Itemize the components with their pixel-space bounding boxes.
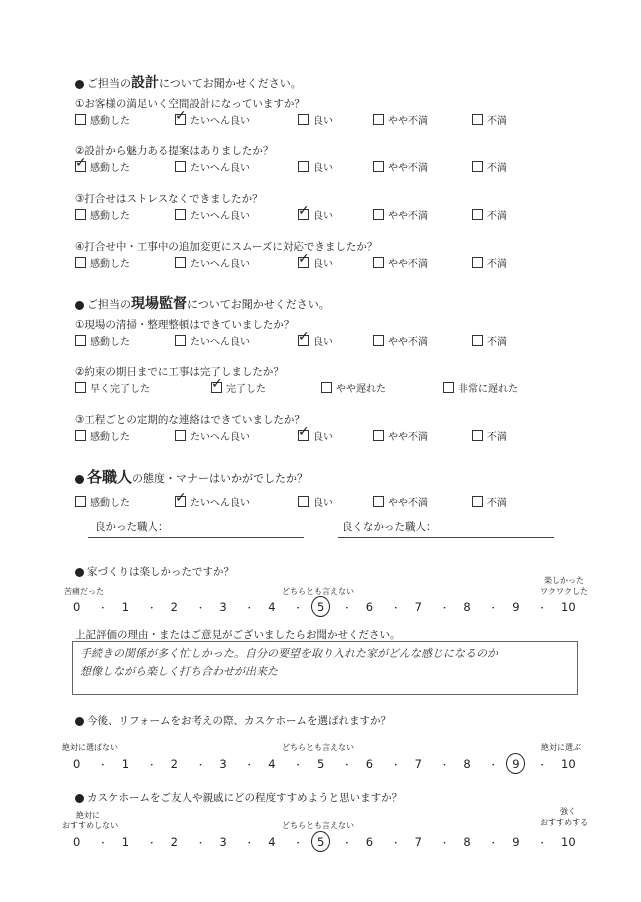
s3-value-7[interactable]: 7 <box>414 835 422 849</box>
separator-dot: ・ <box>98 839 108 849</box>
checkbox[interactable] <box>175 161 186 172</box>
separator-dot: ・ <box>391 761 401 771</box>
s3-value-4[interactable]: 4 <box>268 835 276 849</box>
option-label: やや不満 <box>388 211 428 222</box>
option-label: 良い <box>313 337 333 348</box>
separator-dot: ・ <box>440 839 450 849</box>
option-label: 非常に遅れた <box>458 384 518 395</box>
q3-option-0[interactable] <box>75 207 130 222</box>
option-label: たいへん良い <box>190 259 250 270</box>
s3-value-9[interactable]: 9 <box>512 835 520 849</box>
option-label: たいへん良い <box>190 211 250 222</box>
q3-option-3[interactable] <box>373 207 428 222</box>
s3-value-6[interactable]: 6 <box>365 835 374 849</box>
separator-dot: ・ <box>293 761 303 771</box>
s1-value-2[interactable]: 2 <box>170 600 178 614</box>
bullet-icon <box>75 568 84 577</box>
s1-value-9[interactable]: 9 <box>512 600 520 614</box>
s1-value-10[interactable]: 10 <box>561 600 576 614</box>
checkbox[interactable] <box>373 161 384 172</box>
s1-value-1[interactable]: 1 <box>121 600 130 614</box>
check-icon: ✓ <box>298 329 310 345</box>
scale1-left-label: 苦痛だった <box>64 587 104 596</box>
q7-option-3[interactable] <box>373 428 428 443</box>
s2-value-10[interactable]: 10 <box>561 757 576 771</box>
separator-dot: ・ <box>342 761 352 771</box>
section-craft-heading: 各職人の態度・マナーはいかがでしたか？ <box>75 466 308 487</box>
q5-option-0[interactable] <box>75 333 130 348</box>
separator-dot: ・ <box>244 604 254 614</box>
checkbox[interactable] <box>373 430 384 441</box>
separator-dot: ・ <box>440 761 450 771</box>
s2-value-7[interactable]: 7 <box>414 757 422 771</box>
craft-option-1[interactable] <box>175 490 250 509</box>
option-label: 良い <box>313 432 333 443</box>
q7-option-4[interactable] <box>472 428 507 443</box>
option-label: 感動した <box>90 259 130 270</box>
option-label: たいへん良い <box>190 432 250 443</box>
scale2-left-label: 絶対に選ばない <box>62 743 118 752</box>
option-label: 不満 <box>487 498 507 509</box>
option-label: 感動した <box>90 116 130 127</box>
separator-dot: ・ <box>293 839 303 849</box>
q5-option-3[interactable] <box>373 333 428 348</box>
option-label: 良い <box>313 259 333 270</box>
check-icon: ✓ <box>175 108 187 124</box>
q4-option-4[interactable] <box>472 255 507 270</box>
q6-option-2[interactable] <box>321 380 386 395</box>
section-site-heading: ご担当の現場監督についてお聞かせください。 <box>75 293 330 313</box>
s1-value-0[interactable]: 0 <box>73 600 81 614</box>
scale3-question: カスケホームをご友人や親戚にどの程度すすめようと思いますか？ <box>75 790 402 805</box>
option-label: 早く完了した <box>90 384 150 395</box>
check-icon: ✓ <box>298 424 310 440</box>
s1-selected-circle <box>311 596 330 617</box>
checkbox[interactable] <box>373 496 384 507</box>
q6-option-1[interactable] <box>211 376 266 395</box>
s2-value-8[interactable]: 8 <box>463 757 471 771</box>
q1-option-1[interactable] <box>175 108 250 127</box>
checkbox[interactable] <box>75 382 86 393</box>
q6-option-0[interactable] <box>75 380 150 395</box>
q3-option-4[interactable] <box>472 207 507 222</box>
option-label: たいへん良い <box>190 163 250 174</box>
checkbox[interactable] <box>443 382 454 393</box>
option-label: やや不満 <box>388 498 428 509</box>
craft-option-2[interactable] <box>298 494 333 509</box>
s3-value-10[interactable]: 10 <box>561 835 576 849</box>
option-label: 良い <box>313 211 333 222</box>
craft-option-3[interactable] <box>373 494 428 509</box>
separator-dot: ・ <box>440 604 450 614</box>
option-label: やや遅れた <box>336 384 386 395</box>
s3-value-3[interactable]: 3 <box>219 835 227 849</box>
checkbox[interactable] <box>298 424 310 441</box>
bullet-icon <box>75 80 84 89</box>
s2-value-5[interactable]: 5 <box>317 757 325 771</box>
option-label: 不満 <box>487 432 507 443</box>
checkbox[interactable] <box>75 114 86 125</box>
s3-value-2[interactable]: 2 <box>170 835 178 849</box>
option-label: 感動した <box>90 498 130 509</box>
option-label: 不満 <box>487 259 507 270</box>
check-icon: ✓ <box>175 490 187 506</box>
question-4: ④打合せ中・工事中の追加変更にスムーズに対応できましたか？ <box>75 241 378 253</box>
option-label: やや不満 <box>388 163 428 174</box>
q5-option-4[interactable] <box>472 333 507 348</box>
q1-option-0[interactable] <box>75 112 130 127</box>
q7-option-0[interactable] <box>75 428 130 443</box>
bad-craftsman-label: 良くなかった職人： <box>342 521 437 533</box>
checkbox[interactable] <box>75 209 86 220</box>
separator-dot: ・ <box>196 761 206 771</box>
craft-option-4[interactable] <box>472 494 507 509</box>
scale3-left-label-2: おすすめしない <box>62 821 119 830</box>
option-label: やや不満 <box>388 337 428 348</box>
separator-dot: ・ <box>147 604 157 614</box>
q4-option-2[interactable] <box>298 251 333 270</box>
separator-dot: ・ <box>488 761 498 771</box>
q5-option-2[interactable] <box>298 329 333 348</box>
checkbox[interactable] <box>373 257 384 268</box>
checkbox[interactable] <box>75 335 86 346</box>
option-label: やや不満 <box>388 116 428 127</box>
comment-line-2: 想像しながら楽しく打ち合わせが出来た <box>80 665 278 678</box>
scale3-right-label-2: おすすめする <box>540 818 589 827</box>
q1-option-4[interactable] <box>472 112 507 127</box>
checkbox[interactable] <box>298 496 309 507</box>
checkbox[interactable] <box>75 430 86 441</box>
scale1-right-label: 楽しかった ワクワクした <box>540 576 588 596</box>
checkbox[interactable] <box>298 203 310 220</box>
separator-dot: ・ <box>98 604 108 614</box>
s2-value-4[interactable]: 4 <box>268 757 276 771</box>
checkbox[interactable] <box>175 430 186 441</box>
s1-value-3[interactable]: 3 <box>219 600 227 614</box>
checkbox[interactable] <box>472 114 483 125</box>
checkbox[interactable] <box>472 430 483 441</box>
checkbox[interactable] <box>321 382 332 393</box>
checkbox[interactable] <box>298 114 309 125</box>
checkbox[interactable] <box>75 155 87 172</box>
separator-dot: ・ <box>391 604 401 614</box>
good-craftsman-line <box>88 537 304 538</box>
q3-option-2[interactable] <box>298 203 333 222</box>
checkbox[interactable] <box>472 335 483 346</box>
checkbox[interactable] <box>472 496 483 507</box>
separator-dot: ・ <box>196 839 206 849</box>
option-label: 感動した <box>90 211 130 222</box>
s2-value-0[interactable]: 0 <box>73 757 81 771</box>
s2-value-9[interactable]: 9 <box>512 757 520 771</box>
s2-value-3[interactable]: 3 <box>219 757 227 771</box>
separator-dot: ・ <box>147 839 157 849</box>
checkbox[interactable] <box>298 329 310 346</box>
s3-value-0[interactable]: 0 <box>73 835 81 849</box>
scale2-question: 今後、リフォームをお考えの際、カスケホームを選ばれますか？ <box>75 713 391 728</box>
q1-option-2[interactable] <box>298 112 333 127</box>
q5-option-1[interactable] <box>175 333 250 348</box>
scale2-mid-label: どちらとも言えない <box>282 743 354 752</box>
separator-dot: ・ <box>391 839 401 849</box>
checkbox[interactable] <box>211 376 223 393</box>
s1-value-8[interactable]: 8 <box>463 600 471 614</box>
checkbox[interactable] <box>75 257 86 268</box>
checkbox[interactable] <box>175 335 186 346</box>
separator-dot: ・ <box>342 839 352 849</box>
checkbox[interactable] <box>75 496 86 507</box>
option-label: 不満 <box>487 116 507 127</box>
s3-value-1[interactable]: 1 <box>121 835 130 849</box>
checkbox[interactable] <box>175 209 186 220</box>
checkbox[interactable] <box>472 257 483 268</box>
option-label: 不満 <box>487 337 507 348</box>
checkbox[interactable] <box>472 209 483 220</box>
q7-option-2[interactable] <box>298 424 333 443</box>
option-label: たいへん良い <box>190 337 250 348</box>
checkbox[interactable] <box>373 209 384 220</box>
check-icon: ✓ <box>298 203 310 219</box>
question-7: ③工程ごとの定期的な連絡はできていましたか？ <box>75 414 305 426</box>
question-2: ②設計から魅力ある提案はありましたか？ <box>75 145 274 157</box>
s1-value-4[interactable]: 4 <box>268 600 276 614</box>
bullet-icon <box>75 475 84 484</box>
good-craftsman-label: 良かった職人： <box>95 521 169 533</box>
q2-option-0[interactable] <box>75 155 130 174</box>
s3-value-5[interactable]: 5 <box>317 835 325 849</box>
option-label: たいへん良い <box>190 116 250 127</box>
question-6: ②約束の期日までに工事は完了しましたか？ <box>75 366 284 378</box>
s3-value-8[interactable]: 8 <box>463 835 471 849</box>
separator-dot: ・ <box>537 604 547 614</box>
separator-dot: ・ <box>147 761 157 771</box>
scale1-question: 家づくりは楽しかったですか？ <box>75 564 234 579</box>
q4-option-0[interactable] <box>75 255 130 270</box>
checkbox[interactable] <box>472 161 483 172</box>
option-label: 完了した <box>226 384 266 395</box>
separator-dot: ・ <box>537 839 547 849</box>
separator-dot: ・ <box>342 604 352 614</box>
bullet-icon <box>75 794 84 803</box>
separator-dot: ・ <box>244 761 254 771</box>
check-icon: ✓ <box>211 376 223 392</box>
q4-option-3[interactable] <box>373 255 428 270</box>
q2-option-3[interactable] <box>373 159 428 174</box>
s1-value-7[interactable]: 7 <box>414 600 422 614</box>
option-label: 感動した <box>90 432 130 443</box>
q2-option-1[interactable] <box>175 159 250 174</box>
q6-option-3[interactable] <box>443 380 518 395</box>
q1-option-3[interactable] <box>373 112 428 127</box>
option-label: やや不満 <box>388 259 428 270</box>
check-icon: ✓ <box>75 155 87 171</box>
option-label: 良い <box>313 163 333 174</box>
check-icon: ✓ <box>298 251 310 267</box>
q2-option-4[interactable] <box>472 159 507 174</box>
section-design-heading: ご担当の設計についてお聞かせください。 <box>75 72 302 92</box>
s1-value-6[interactable]: 6 <box>365 600 374 614</box>
checkbox[interactable] <box>373 114 384 125</box>
question-5: ①現場の清掃・整理整頓はできていましたか？ <box>75 319 295 331</box>
separator-dot: ・ <box>98 761 108 771</box>
option-label: 感動した <box>90 337 130 348</box>
q3-option-1[interactable] <box>175 207 250 222</box>
option-label: 感動した <box>90 163 130 174</box>
reason-title: 上記評価の理由・またはご意見がございましたらお聞かせください。 <box>75 629 401 641</box>
scale3-mid-label: どちらとも言えない <box>282 821 354 830</box>
s2-selected-circle <box>506 753 525 774</box>
option-label: 良い <box>313 498 333 509</box>
scale2-right-label: 絶対に選ぶ <box>541 743 581 752</box>
separator-dot: ・ <box>488 604 498 614</box>
option-label: 良い <box>313 116 333 127</box>
question-1: ①お客様の満足いく空間設計になっていますか？ <box>75 98 305 110</box>
q2-option-2[interactable] <box>298 159 333 174</box>
scale3-left-label-1: 絶対に <box>76 811 100 820</box>
scale3-right-label-1: 強く <box>560 807 576 816</box>
separator-dot: ・ <box>537 761 547 771</box>
comment-line-1: 手続きの関係が多く忙しかった。自分の要望を取り入れた家がどんな感じになるのか <box>80 647 498 660</box>
craft-option-0[interactable] <box>75 494 130 509</box>
separator-dot: ・ <box>244 839 254 849</box>
option-label: 不満 <box>487 163 507 174</box>
separator-dot: ・ <box>293 604 303 614</box>
bullet-icon <box>75 301 84 310</box>
separator-dot: ・ <box>488 839 498 849</box>
checkbox[interactable] <box>298 251 310 268</box>
separator-dot: ・ <box>196 604 206 614</box>
q4-option-1[interactable] <box>175 255 250 270</box>
s2-value-6[interactable]: 6 <box>365 757 374 771</box>
checkbox[interactable] <box>373 335 384 346</box>
scale1-mid-label: どちらとも言えない <box>282 587 354 596</box>
s1-value-5[interactable]: 5 <box>317 600 325 614</box>
checkbox[interactable] <box>298 161 309 172</box>
s2-value-1[interactable]: 1 <box>121 757 130 771</box>
option-label: たいへん良い <box>190 498 250 509</box>
checkbox[interactable] <box>175 490 187 507</box>
checkbox[interactable] <box>175 257 186 268</box>
checkbox[interactable] <box>175 108 187 125</box>
option-label: 不満 <box>487 211 507 222</box>
s3-selected-circle <box>311 831 330 852</box>
question-3: ③打合せはストレスなくできましたか？ <box>75 193 263 205</box>
bullet-icon <box>75 717 84 726</box>
q7-option-1[interactable] <box>175 428 250 443</box>
option-label: やや不満 <box>388 432 428 443</box>
s2-value-2[interactable]: 2 <box>170 757 178 771</box>
bad-craftsman-line <box>338 537 554 538</box>
